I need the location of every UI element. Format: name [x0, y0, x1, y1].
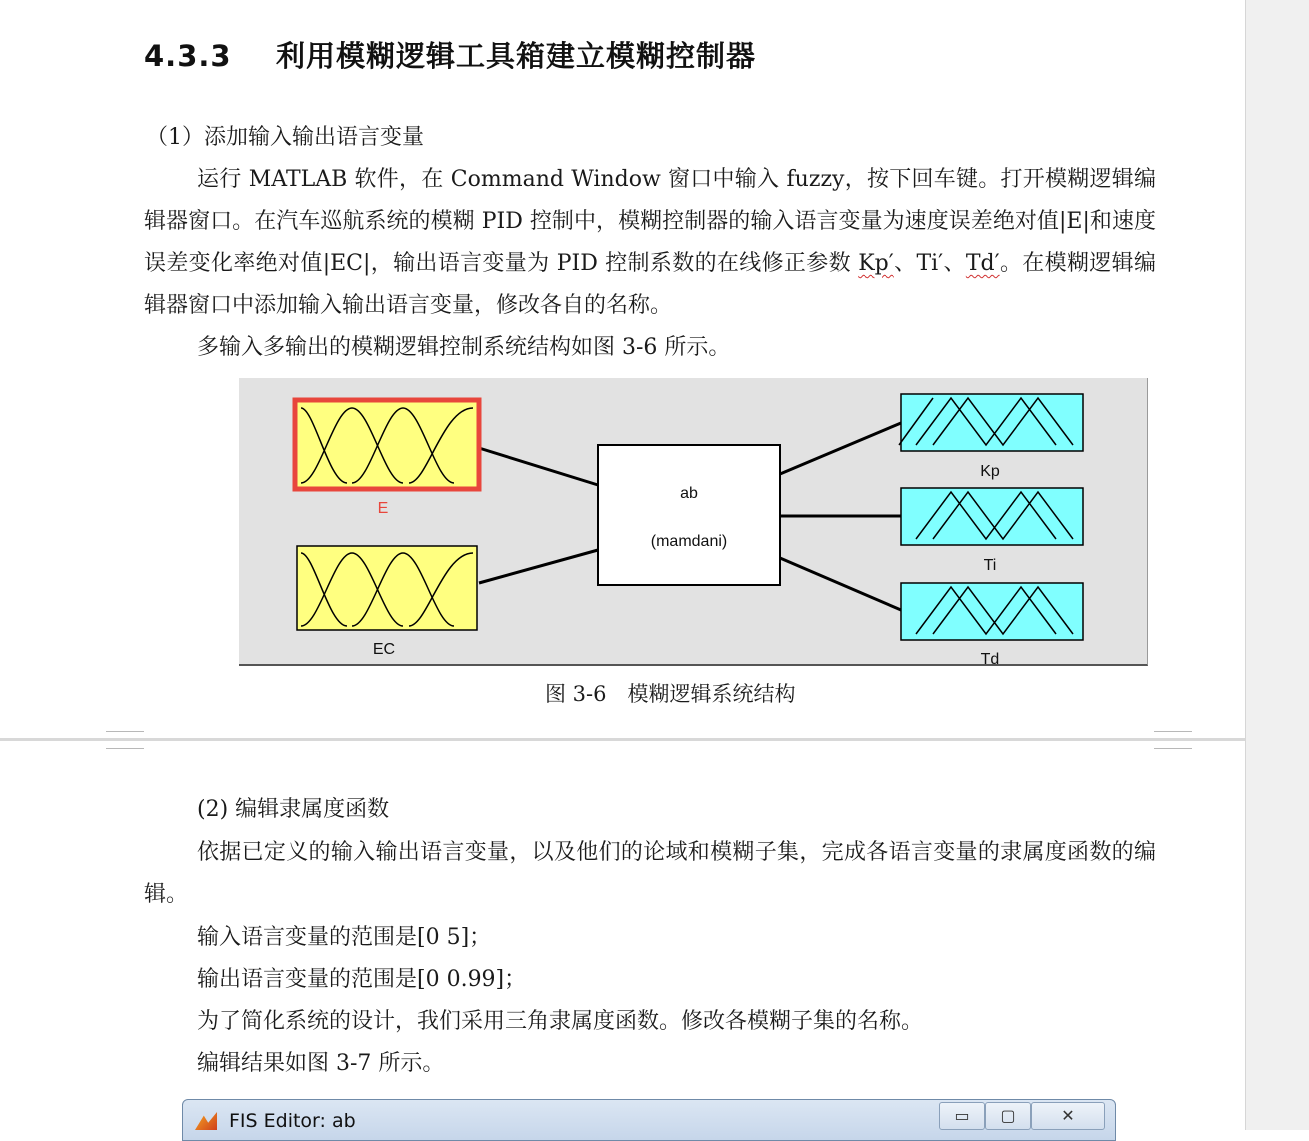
- step1-figure-intro: 多输入多输出的模糊逻辑控制系统结构如图 3-6 所示。: [197, 335, 731, 360]
- system-name: ab: [680, 485, 698, 502]
- system-type: (mamdani): [650, 533, 728, 550]
- separator: 、: [893, 251, 917, 276]
- connector-ec: [479, 550, 598, 583]
- section-title: 利用模糊逻辑工具箱建立模糊控制器: [275, 39, 756, 73]
- step2-paragraph: 依据已定义的输入输出语言变量，以及他们的论域和模糊子集，完成各语言变量的隶属度函数的编辑。: [144, 840, 1156, 907]
- page-break: [0, 738, 1245, 741]
- input-e-block: [295, 400, 479, 489]
- matlab-logo-icon: [195, 1112, 217, 1130]
- connector-kp: [780, 423, 901, 474]
- corner-mark-right: [1154, 731, 1192, 749]
- kp-term: Kp′: [858, 251, 894, 276]
- result-line: 编辑结果如图 3-7 所示。: [197, 1051, 445, 1076]
- triangle-mf-line: 为了简化系统的设计，我们采用三角隶属度函数。修改各模糊子集的名称。: [197, 1009, 924, 1034]
- input-label-e: E: [377, 500, 389, 517]
- step2-heading: (2) 编辑隶属度函数: [197, 797, 390, 822]
- fuzzy-system-diagram: [239, 378, 1148, 666]
- step1-paragraph: [144, 159, 1156, 327]
- step1-text-b: 。在模糊逻辑编辑器窗口中添加输入输出语言变量，修改各自的名称。: [144, 251, 1156, 318]
- maximize-button[interactable]: ▢: [985, 1102, 1031, 1130]
- separator: 、: [943, 251, 966, 276]
- input-range-line: 输入语言变量的范围是[0 5]；: [197, 925, 492, 950]
- connector-e: [479, 448, 598, 485]
- output-range-line: 输出语言变量的范围是[0 0.99]；: [197, 967, 527, 992]
- section-number: 4.3.3: [144, 39, 232, 73]
- output-td-block: [901, 583, 1083, 640]
- fis-window-title: FIS Editor: ab: [229, 1110, 356, 1132]
- system-box: [598, 445, 780, 585]
- output-label-kp: Kp: [980, 463, 1000, 480]
- connector-td: [780, 558, 901, 610]
- output-label-ti: Ti: [983, 557, 997, 574]
- section-heading: [144, 34, 756, 75]
- output-kp-block: [899, 394, 1083, 451]
- step1-heading: （1）添加输入输出语言变量: [146, 125, 424, 150]
- input-label-ec: EC: [372, 641, 396, 658]
- corner-mark-left: [106, 731, 144, 749]
- td-term: Td′: [965, 251, 1000, 276]
- output-label-td: Td: [980, 651, 1000, 664]
- input-ec-block: [297, 546, 477, 630]
- figure-caption: 图 3-6 模糊逻辑系统结构: [545, 682, 796, 706]
- output-ti-block: [901, 488, 1083, 545]
- minimize-button[interactable]: ▭: [939, 1102, 985, 1130]
- step1-text-a: 运行 MATLAB 软件，在 Command Window 窗口中输入 fuzzy，按下回车键。打开模糊逻辑编辑器窗口。在汽车巡航系统的模糊 PID 控制中，模糊控制器的输入语言变量为速度误差绝对值|E|和速度误差变化率绝对值|EC|，输出语言变量为 PID 控制系数的在线修正参数: [144, 167, 1156, 276]
- ti-term: Ti′: [916, 251, 944, 276]
- document-right-gutter: [1245, 0, 1309, 1130]
- fis-editor-window: [182, 1099, 1116, 1141]
- close-button[interactable]: ✕: [1031, 1102, 1105, 1130]
